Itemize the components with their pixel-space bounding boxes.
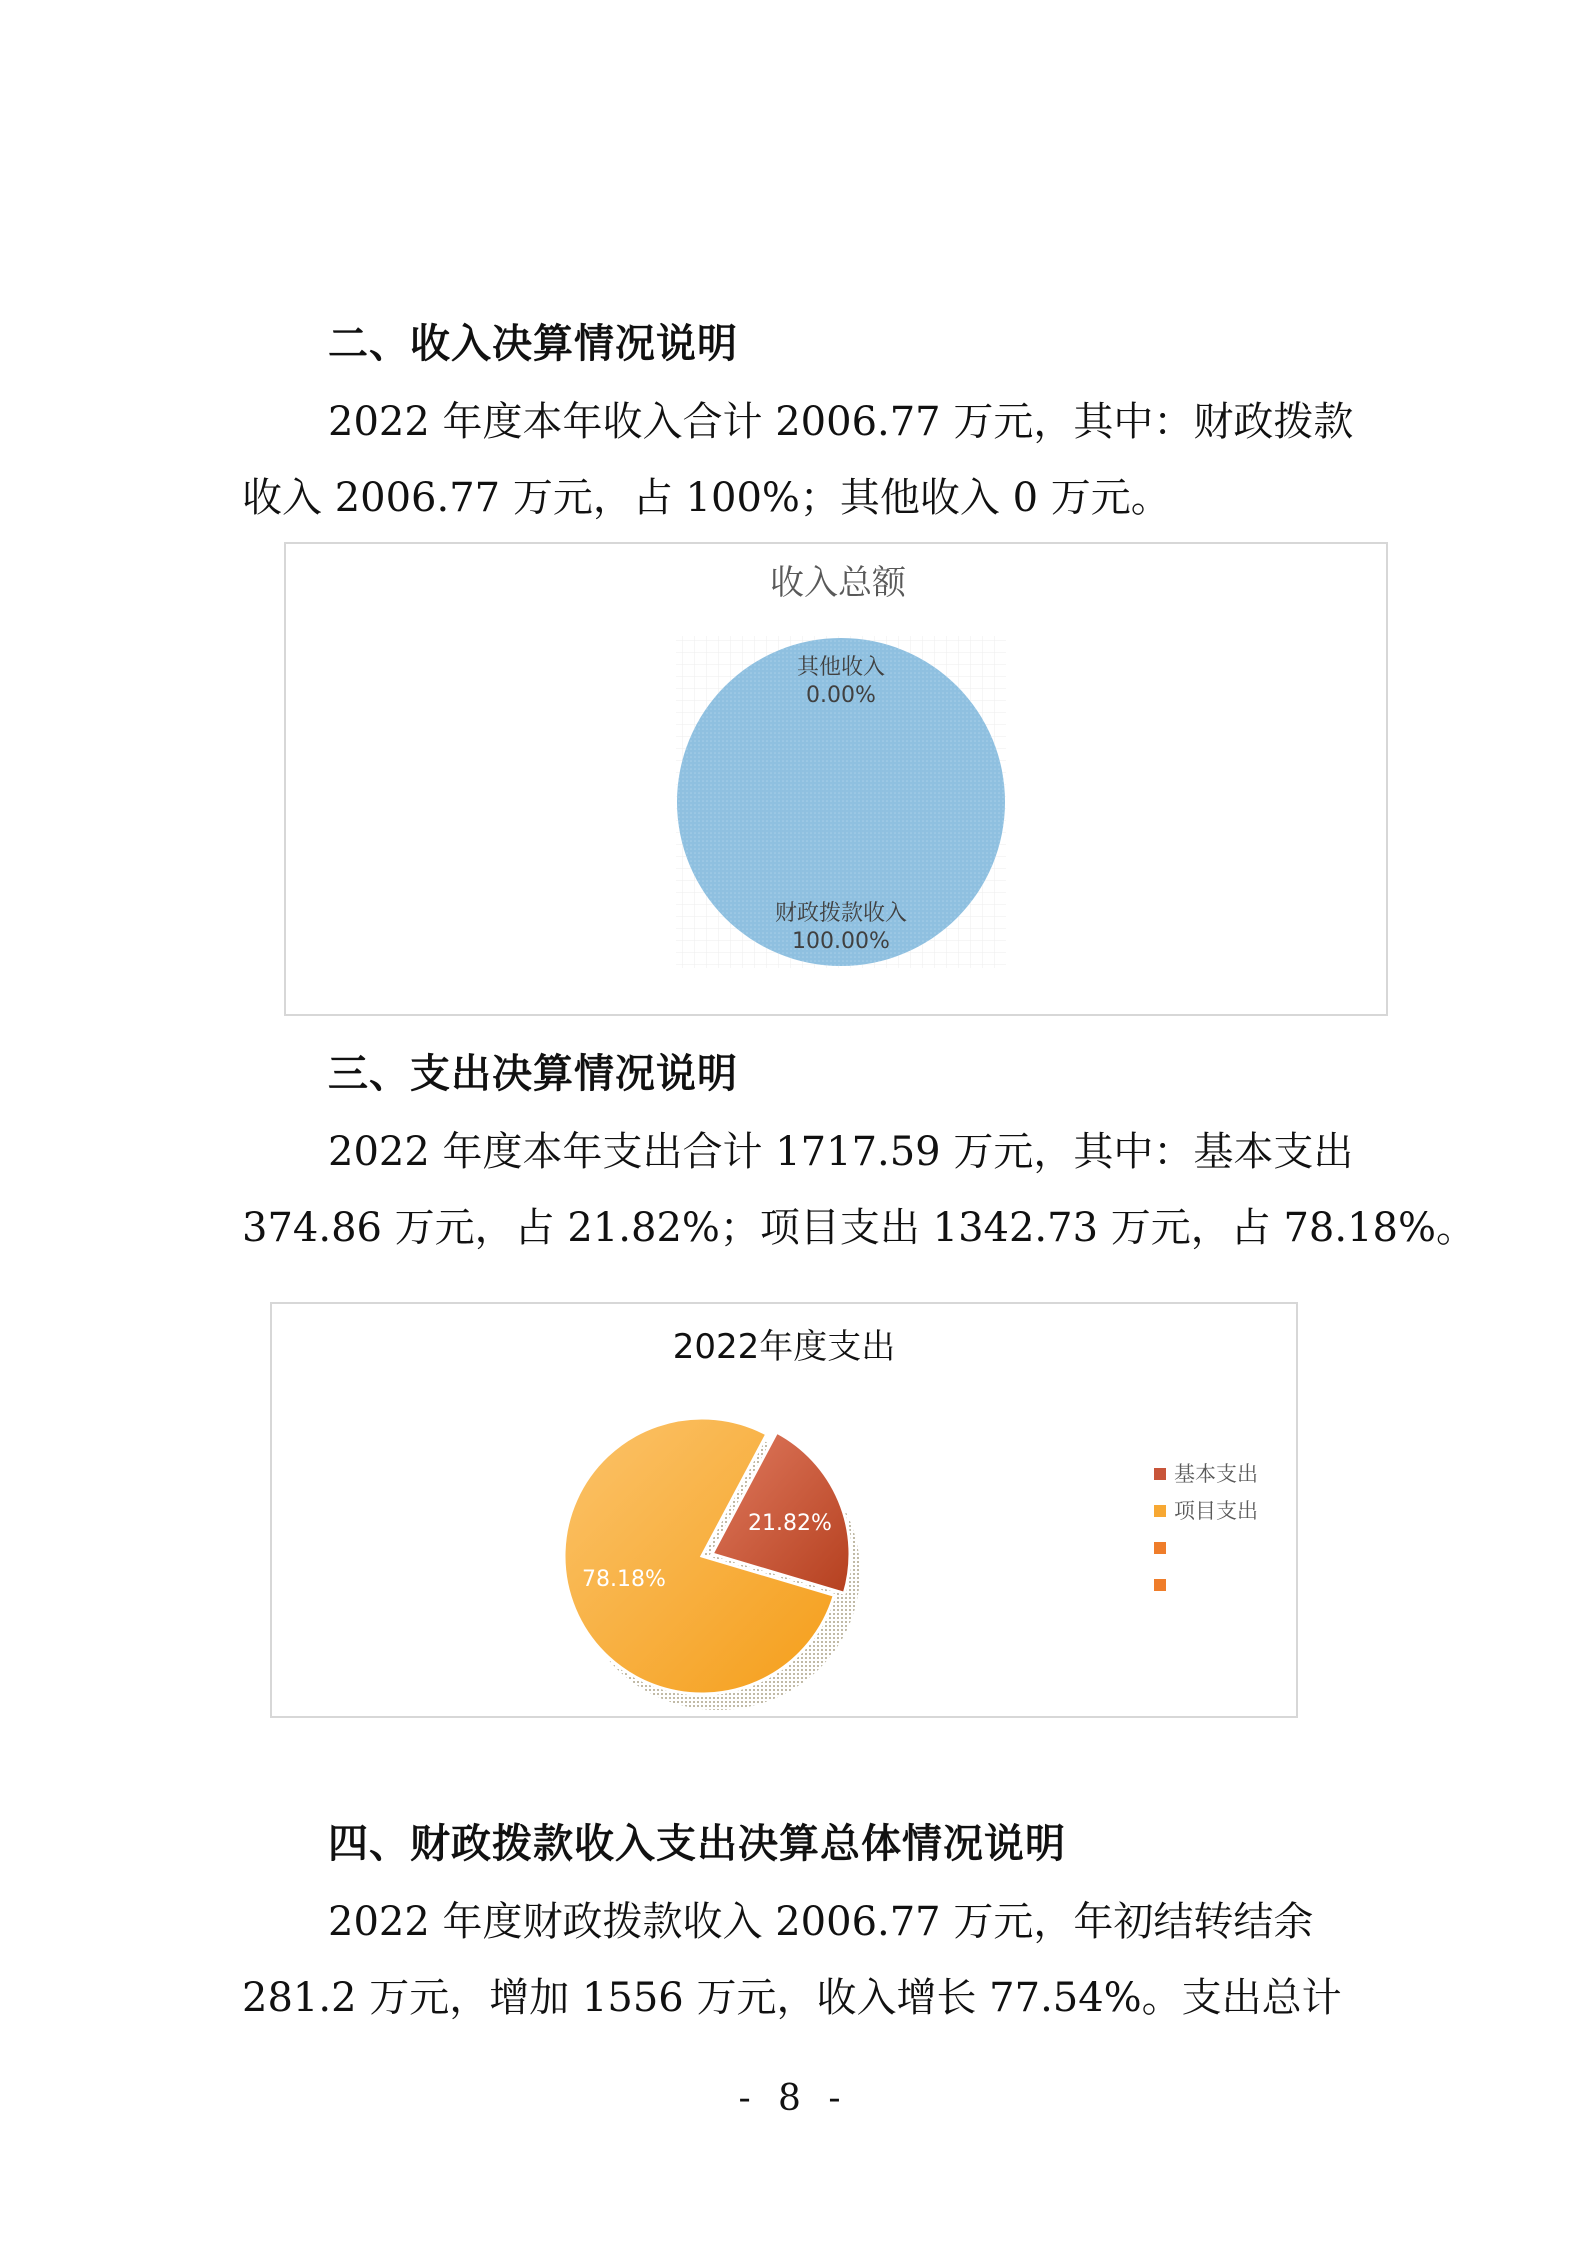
expense-paragraph-line-2: 374.86 万元，占 21.82%；项目支出 1342.73 万元，占 78.18%。 — [242, 1205, 1476, 1251]
income-pie-chart — [284, 542, 1388, 1016]
page-number: - 8 - — [738, 2078, 849, 2119]
section-heading-fiscal: 四、财政拨款收入支出决算总体情况说明 — [328, 1821, 1066, 1867]
income-paragraph-line-1: 2022 年度本年收入合计 2006.77 万元，其中：财政拨款 — [328, 399, 1354, 445]
slice-value-basic-expense: 21.82% — [748, 1511, 832, 1536]
slice-label-fiscal-income: 财政拨款收入 — [774, 901, 908, 926]
fiscal-paragraph-line-2: 281.2 万元，增加 1556 万元，收入增长 77.54%。支出总计 — [242, 1975, 1342, 2021]
legend-swatch-basic-expense — [1154, 1468, 1166, 1480]
slice-value-fiscal-income: 100.00% — [792, 929, 890, 954]
section-heading-expense: 三、支出决算情况说明 — [328, 1051, 738, 1097]
legend-swatch-empty-1 — [1154, 1542, 1166, 1554]
expense-chart-title: 2022年度支出 — [672, 1327, 896, 1367]
legend-swatch-project-expense — [1154, 1505, 1166, 1517]
legend-swatch-empty-2 — [1154, 1579, 1166, 1591]
slice-value-other-income: 0.00% — [806, 683, 876, 708]
income-chart-title: 收入总额 — [770, 563, 906, 603]
legend-label-project-expense: 项目支出 — [1174, 1499, 1258, 1523]
income-paragraph-line-2: 收入 2006.77 万元，占 100%；其他收入 0 万元。 — [242, 475, 1171, 521]
legend-label-basic-expense: 基本支出 — [1174, 1462, 1258, 1486]
slice-value-project-expense: 78.18% — [582, 1567, 666, 1592]
expense-paragraph-line-1: 2022 年度本年支出合计 1717.59 万元，其中：基本支出 — [328, 1129, 1354, 1175]
income-pie-svg — [286, 544, 1386, 1014]
fiscal-paragraph-line-1: 2022 年度财政拨款收入 2006.77 万元，年初结转结余 — [328, 1899, 1314, 1945]
slice-label-other-income: 其他收入 — [796, 655, 886, 680]
expense-pie-chart — [270, 1302, 1298, 1718]
section-heading-income: 二、收入决算情况说明 — [328, 321, 738, 367]
expense-pie-svg — [272, 1304, 1296, 1716]
